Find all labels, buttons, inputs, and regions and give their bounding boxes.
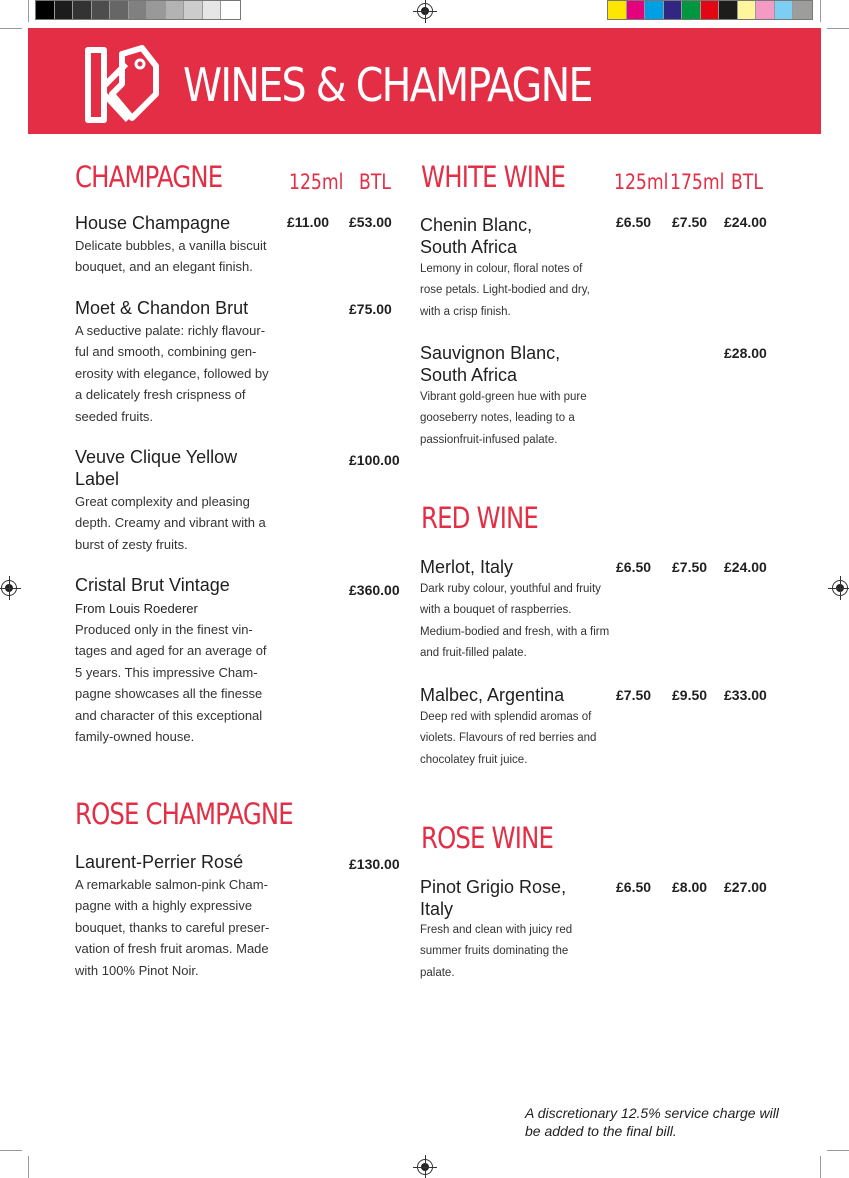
crop-mark — [820, 1156, 821, 1178]
price-btl: £24.00 — [724, 559, 767, 575]
column-header-btl: BTL — [731, 170, 763, 194]
wine-name: Cristal Brut Vintage — [75, 575, 230, 595]
section-title-champagne: CHAMPAGNE — [75, 160, 223, 194]
crop-mark — [28, 0, 29, 22]
wine-description: Vibrant gold-green hue with pure gooseberry notes, leading to a passionfruit-infused palate. — [420, 391, 587, 446]
wine-name: Merlot, Italy — [420, 557, 514, 577]
crop-mark — [0, 1150, 22, 1151]
column-header-125ml: 125ml — [289, 170, 344, 194]
price-125ml: £6.50 — [616, 214, 652, 230]
service-charge-note: A discretionary 12.5% service charge will be added to the final bill. — [525, 1105, 779, 1139]
registration-mark-left — [1, 580, 17, 596]
price-btl: £24.00 — [724, 214, 767, 230]
price-175ml: £7.50 — [672, 559, 708, 575]
price-btl: £75.00 — [349, 301, 392, 317]
price-btl: £33.00 — [724, 687, 767, 703]
registration-mark-bottom — [417, 1159, 433, 1175]
price-125ml: £6.50 — [616, 559, 652, 575]
price-btl: £360.00 — [349, 582, 400, 598]
price-btl: £53.00 — [349, 214, 392, 230]
page-title: WINES & CHAMPAGNE — [183, 58, 592, 112]
crop-mark — [0, 28, 22, 29]
section-title-rose-champagne: ROSE CHAMPAGNE — [75, 797, 293, 831]
section-title-white-wine: WHITE WINE — [421, 160, 566, 194]
color-calibration-bar — [607, 0, 813, 20]
wine-description: Deep red with splendid aromas of violets. Flavours of red berries and chocolatey fruit juice. — [420, 711, 597, 766]
registration-mark-top — [417, 3, 433, 19]
wine-name: Veuve Clique Yellow Label — [75, 447, 238, 489]
wine-description: Great complexity and pleasing depth. Creamy and vibrant with a burst of zesty fruits. — [75, 494, 266, 552]
brand-logo-icon — [82, 44, 160, 126]
section-title-rose-wine: ROSE WINE — [421, 821, 554, 855]
price-btl: £100.00 — [349, 452, 400, 468]
price-125ml: £11.00 — [287, 214, 330, 230]
price-175ml: £7.50 — [672, 214, 708, 230]
wine-name: Moet & Chandon Brut — [75, 298, 249, 318]
wine-description: Lemony in colour, floral notes of rose petals. Light-bodied and dry, with a crisp finish. — [420, 263, 590, 318]
wine-name: Sauvignon Blanc, South Africa — [420, 343, 561, 385]
wine-producer: From Louis Roederer — [75, 601, 198, 616]
registration-mark-right — [832, 580, 848, 596]
price-btl: £28.00 — [724, 345, 767, 361]
price-125ml: £6.50 — [616, 879, 652, 895]
grayscale-calibration-bar — [35, 0, 241, 20]
price-btl: £27.00 — [724, 879, 767, 895]
crop-mark — [820, 0, 821, 22]
wine-description: Dark ruby colour, youthful and fruity with a bouquet of raspberries. Medium-bodied and fresh, with a firm and fruit-filled palate. — [420, 583, 610, 660]
wine-name: House Champagne — [75, 213, 231, 233]
section-title-red-wine: RED WINE — [421, 501, 538, 535]
crop-mark — [28, 1156, 29, 1178]
price-175ml: £9.50 — [672, 687, 708, 703]
column-header-175ml: 175ml — [670, 170, 725, 194]
crop-mark — [827, 28, 849, 29]
wine-name: Chenin Blanc, South Africa — [420, 215, 533, 257]
crop-mark — [827, 1150, 849, 1151]
wine-name: Laurent-Perrier Rosé — [75, 852, 244, 872]
header-banner — [28, 28, 821, 134]
price-175ml: £8.00 — [672, 879, 708, 895]
price-125ml: £7.50 — [616, 687, 652, 703]
column-header-125ml: 125ml — [614, 170, 669, 194]
wine-description: Delicate bubbles, a vanilla biscuit bouquet, and an elegant finish. — [75, 238, 267, 275]
column-header-btl: BTL — [359, 170, 391, 194]
wine-description: Produced only in the finest vin-tages and aged for an average of 5 years. This impressive Cham-pagne showcases all the finesse and character of this exceptional family-owned house. — [75, 622, 267, 745]
wine-description: A seductive palate: richly flavour-ful and smooth, combining gen-erosity with elegance, followed by a delicately fresh crispness of seeded fruits. — [75, 323, 269, 424]
wine-description: A remarkable salmon-pink Cham-pagne with a highly expressive bouquet, thanks to careful preser-vation of fresh fruit aromas. Made with 100% Pinot Noir. — [75, 877, 270, 978]
wine-name: Pinot Grigio Rose, Italy — [420, 877, 567, 919]
wine-description: Fresh and clean with juicy red summer fruits dominating the palate. — [420, 924, 573, 979]
price-btl: £130.00 — [349, 856, 400, 872]
wine-name: Malbec, Argentina — [420, 685, 565, 705]
